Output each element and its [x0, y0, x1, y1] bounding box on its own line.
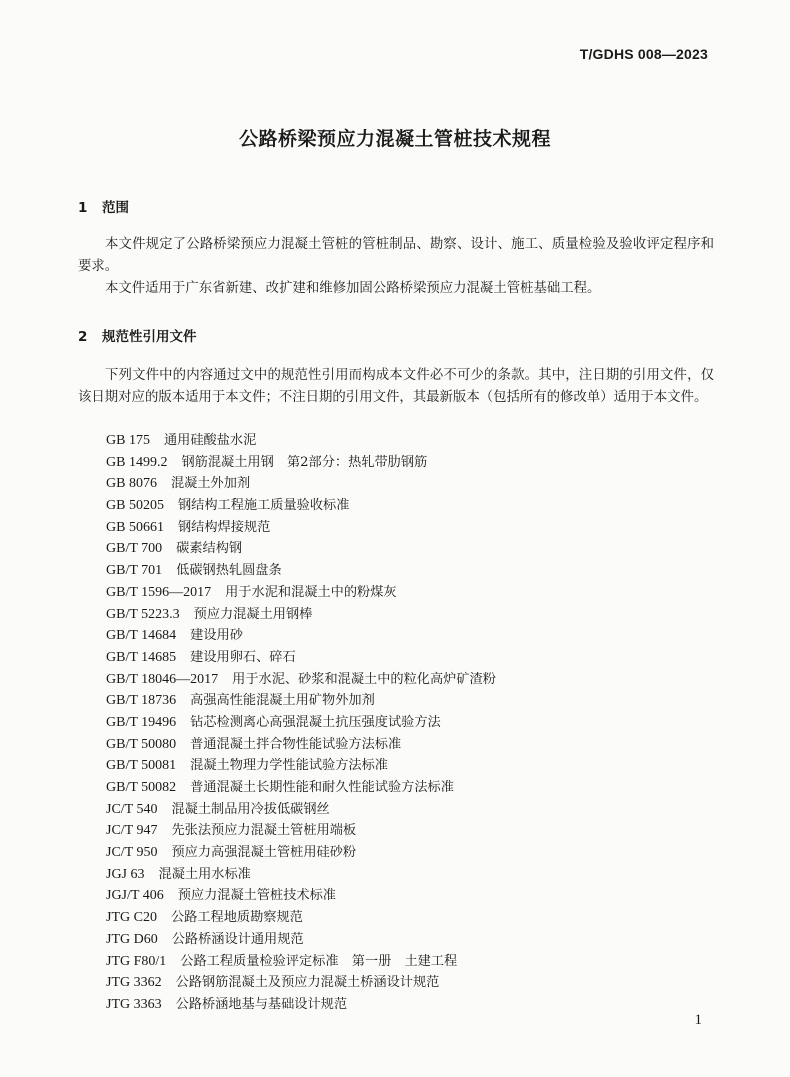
reference-item [106, 972, 726, 994]
reference-title: 钢筋混凝土用钢 第2部分：热轧带肋钢筋 [181, 454, 428, 470]
reference-title: 建设用卵石、碎石 [190, 649, 296, 665]
reference-code: GB/T 19496 [106, 714, 177, 730]
reference-title: 钢结构工程施工质量验收标准 [177, 498, 350, 514]
reference-item [106, 799, 726, 821]
reference-item [106, 994, 726, 1016]
reference-code: JTG D60 [106, 931, 158, 947]
section-number: 2 [78, 329, 88, 345]
reference-code: GB 50661 [106, 519, 164, 535]
reference-item [106, 473, 726, 495]
reference-item [106, 517, 726, 539]
document-code: T/GDHS 008—2023 [579, 46, 708, 62]
reference-title: 建设用砂 [190, 628, 243, 644]
reference-list [106, 430, 726, 1016]
reference-code: GB/T 50082 [106, 780, 177, 795]
reference-title: 用于水泥和混凝土中的粉煤灰 [225, 584, 397, 600]
reference-code: JC/T 950 [106, 845, 158, 861]
reference-item [106, 777, 726, 799]
reference-code: GB/T 18736 [106, 693, 177, 709]
reference-code: JGJ 63 [106, 866, 145, 882]
reference-item [106, 820, 726, 842]
reference-code: GB/T 701 [106, 563, 163, 579]
reference-item [106, 885, 726, 907]
reference-title: 碳素结构钢 [176, 541, 243, 557]
reference-item [106, 864, 726, 886]
reference-item [106, 625, 726, 647]
reference-code: GB/T 14684 [106, 628, 177, 644]
reference-code: JTG F80/1 [106, 953, 167, 969]
reference-title: 低碳钢热轧圆盘条 [176, 563, 282, 579]
reference-item [106, 755, 726, 777]
reference-title: 混凝土用水标准 [158, 866, 251, 882]
reference-title: 钻芯检测离心高强混凝土抗压强度试验方法 [190, 714, 441, 730]
reference-code: GB 50205 [106, 498, 164, 514]
section-heading-normative-references [78, 325, 197, 345]
reference-code: JTG C20 [106, 910, 157, 926]
reference-code: GB/T 700 [106, 541, 163, 557]
document-title: 公路桥梁预应力混凝土管桩技术规程 [238, 128, 551, 150]
reference-title: 混凝土制品用冷拔低碳钢丝 [171, 801, 330, 817]
reference-item [106, 951, 726, 973]
reference-title: 预应力混凝土用钢棒 [193, 606, 313, 622]
reference-item [106, 690, 726, 712]
reference-code: GB/T 18046—2017 [106, 671, 219, 687]
reference-item [106, 560, 726, 582]
reference-title: 混凝土外加剂 [170, 476, 251, 492]
reference-title: 混凝土物理力学性能试验方法标准 [190, 758, 388, 774]
reference-item [106, 734, 726, 756]
reference-item [106, 430, 726, 452]
reference-item [106, 669, 726, 691]
reference-title: 预应力混凝土管桩技术标准 [177, 888, 336, 904]
reference-code: JGJ/T 406 [106, 888, 164, 904]
reference-title: 普通混凝土拌合物性能试验方法标准 [190, 736, 402, 752]
reference-item [106, 907, 726, 929]
reference-code: GB/T 50081 [106, 758, 177, 774]
reference-title: 公路桥涵地基与基础设计规范 [175, 996, 348, 1012]
reference-title: 高强高性能混凝土用矿物外加剂 [190, 693, 375, 709]
reference-item [106, 647, 726, 669]
reference-title: 通用硅酸盐水泥 [163, 433, 257, 448]
reference-item [106, 604, 726, 626]
section-title: 规范性引用文件 [102, 329, 197, 345]
reference-code: GB/T 14685 [106, 649, 177, 665]
reference-item [106, 842, 726, 864]
reference-code: GB/T 5223.3 [106, 606, 180, 622]
reference-item [106, 538, 726, 560]
reference-title: 普通混凝土长期性能和耐久性能试验方法标准 [190, 780, 454, 795]
scope-paragraph-1: 本文件规定了公路桥梁预应力混凝土管桩的管桩制品、勘察、设计、施工、质量检验及验收评定程序和要求。 [78, 237, 714, 274]
reference-title: 公路钢筋混凝土及预应力混凝土桥涵设计规范 [175, 975, 440, 991]
reference-title: 先张法预应力混凝土管桩用端板 [171, 823, 357, 839]
reference-item [106, 495, 726, 517]
references-intro-paragraph: 下列文件中的内容通过文中的规范性引用而构成本文件必不可少的条款。其中，注日期的引用文件，仅该日期对应的版本适用于本文件；不注日期的引用文件，其最新版本（包括所有的修改单）适用于本文件。 [78, 368, 714, 405]
section-number: 1 [78, 200, 88, 216]
reference-title: 预应力高强混凝土管桩用硅砂粉 [171, 845, 357, 861]
reference-title: 公路桥涵设计通用规范 [171, 931, 304, 947]
reference-title: 用于水泥、砂浆和混凝土中的粒化高炉矿渣粉 [232, 671, 496, 687]
page-number: 1 [694, 1012, 702, 1028]
reference-code: JTG 3362 [106, 975, 162, 991]
section-title: 范围 [102, 200, 129, 216]
scope-paragraph-2: 本文件适用于广东省新建、改扩建和维修加固公路桥梁预应力混凝土管桩基础工程。 [105, 281, 601, 296]
reference-code: GB 175 [106, 433, 150, 448]
reference-code: JTG 3363 [106, 996, 162, 1012]
reference-code: JC/T 540 [106, 801, 158, 817]
section-heading-scope [78, 196, 129, 216]
reference-item [106, 452, 726, 474]
reference-title: 公路工程质量检验评定标准 第一册 土建工程 [180, 953, 458, 969]
reference-title: 公路工程地质勘察规范 [170, 910, 303, 926]
reference-code: GB 1499.2 [106, 454, 168, 470]
reference-code: GB/T 1596—2017 [106, 584, 212, 600]
reference-item [106, 712, 726, 734]
reference-title: 钢结构焊接规范 [177, 519, 271, 535]
reference-code: GB 8076 [106, 476, 157, 492]
reference-item [106, 582, 726, 604]
reference-code: GB/T 50080 [106, 736, 177, 752]
reference-code: JC/T 947 [106, 823, 158, 839]
reference-item [106, 929, 726, 951]
